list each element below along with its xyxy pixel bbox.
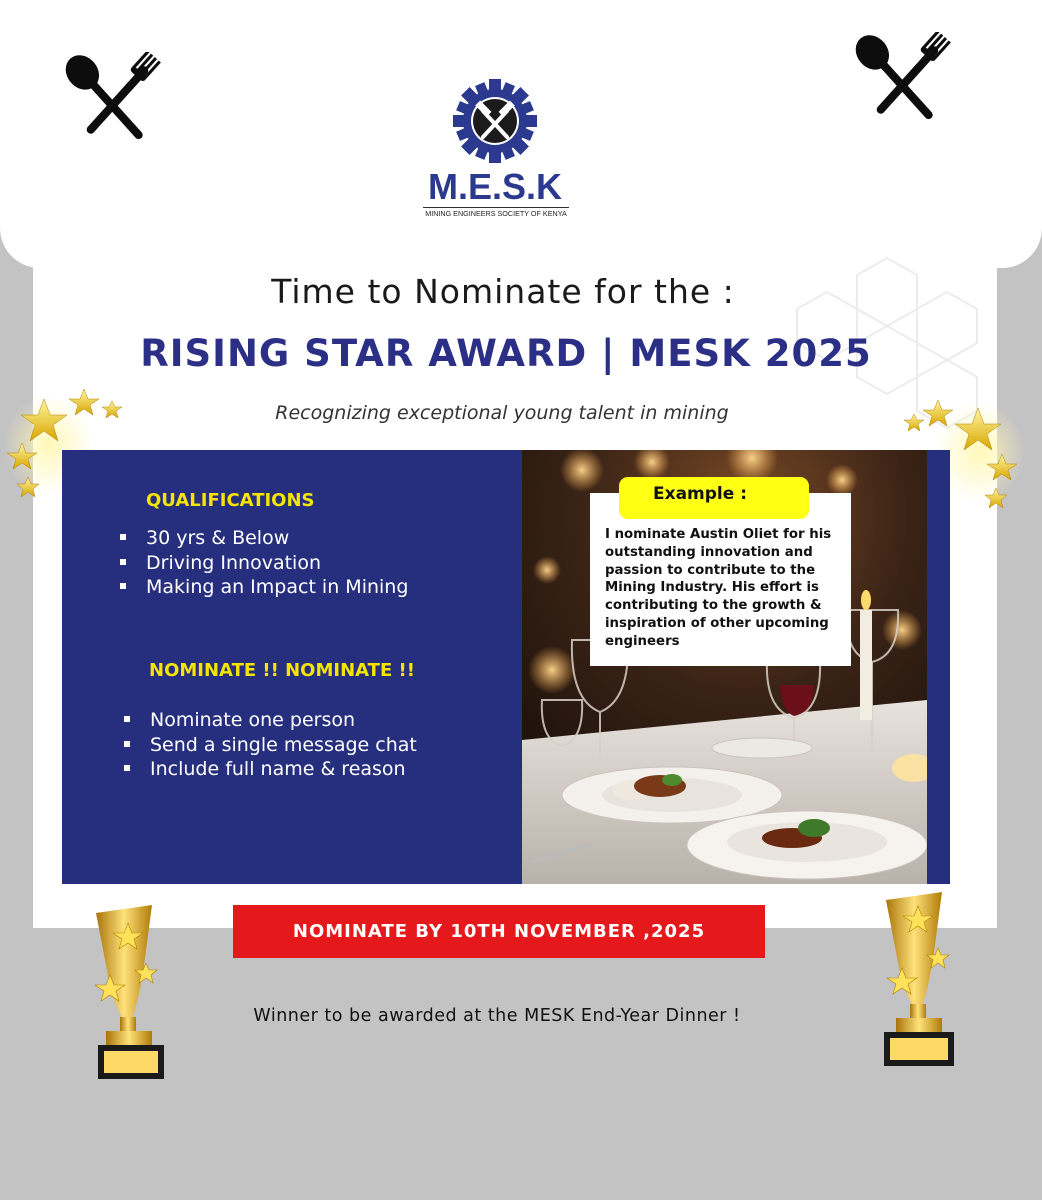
deadline-banner: NOMINATE BY 10TH NOVEMBER ,2025: [233, 905, 765, 958]
bullet-icon: [120, 534, 126, 540]
bullet-icon: [124, 741, 130, 747]
cutlery-icon: [848, 32, 954, 124]
list-item-label: Driving Innovation: [146, 551, 321, 574]
trophy-icon: [872, 892, 964, 1070]
bullet-icon: [124, 765, 130, 771]
logo-subtitle: MINING ENGINEERS SOCIETY OF KENYA: [423, 207, 569, 218]
list-item-label: Nominate one person: [150, 709, 356, 731]
page-title: Time to Nominate for the :: [271, 272, 735, 311]
logo-title: M.E.S.K: [427, 166, 562, 207]
nominate-list: [124, 708, 417, 782]
footer-note: Winner to be awarded at the MESK End-Year Dinner !: [253, 1006, 741, 1026]
list-item-label: Include full name & reason: [150, 758, 406, 780]
gear-hammer-icon: [450, 78, 540, 164]
qualifications-heading: QUALIFICATIONS: [146, 490, 315, 511]
cutlery-icon: [58, 52, 164, 144]
tagline: Recognizing exceptional young talent in mining: [275, 402, 729, 424]
mesk-logo: [420, 78, 570, 218]
qualifications-list: [120, 526, 408, 600]
list-item: [124, 708, 417, 733]
trophy-icon: [82, 905, 174, 1083]
list-item-label: 30 yrs & Below: [146, 527, 290, 549]
list-item: [120, 526, 408, 551]
award-headline: RISING STAR AWARD | MESK 2025: [140, 332, 872, 375]
list-item: [120, 551, 408, 576]
nominate-heading: NOMINATE !! NOMINATE !!: [149, 660, 415, 681]
example-text: I nominate Austin Oliet for his outstanding innovation and passion to contribute to the Mining Industry. His effort is contributing to the growth & inspiration of other upcoming engineers: [605, 527, 832, 649]
list-item: [124, 733, 417, 758]
list-item: [124, 757, 417, 782]
bullet-icon: [120, 583, 126, 589]
bullet-icon: [120, 559, 126, 565]
example-label: Example :: [619, 477, 809, 519]
list-item-label: Making an Impact in Mining: [146, 576, 409, 598]
list-item-label: Send a single message chat: [150, 733, 417, 756]
bullet-icon: [124, 716, 130, 722]
list-item: [120, 575, 408, 600]
